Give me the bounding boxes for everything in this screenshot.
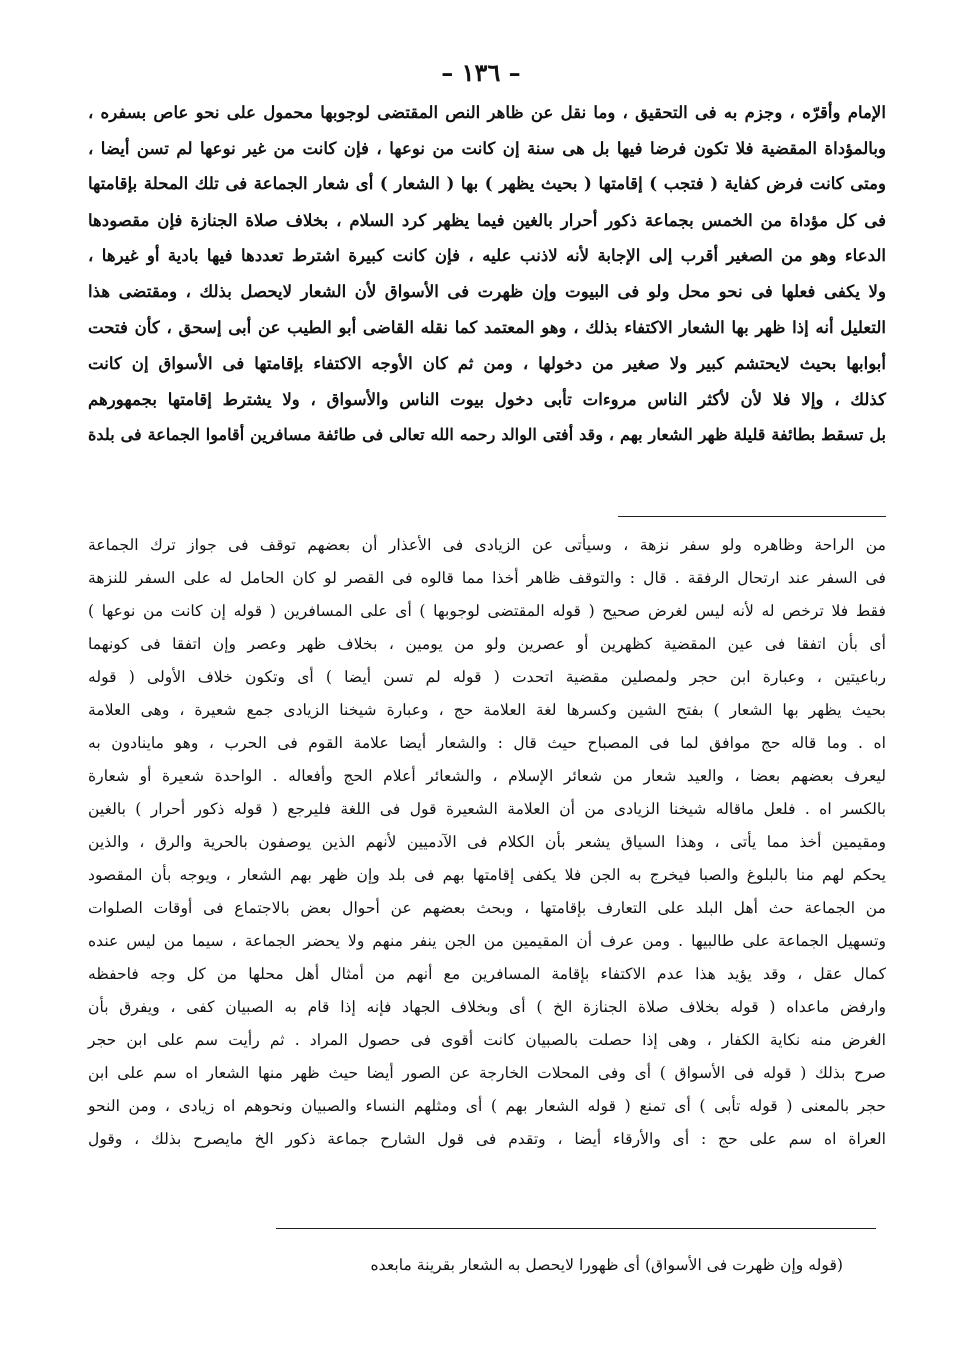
- commentary-line: من الراحة وظاهره ولو سفر نزهة ، وسيأتى عن الزيادى فى الأعذار أن بعضهم توقف فى جواز ترك الجماعة: [88, 536, 886, 554]
- commentary-line: ومقيمين أخذ مما يأتى ، وهذا السياق يشعر بأن الكلام فى الآدميين لأنهم الذين يوصفون بالحرية والرق ، والذين: [88, 833, 886, 851]
- commentary-line: الغرض منه نكاية الكفار ، وهى إذا حصلت بالصبيان كانت أقوى فى حصول المراد . ثم رأيت سم على ابن حجر: [88, 1031, 886, 1049]
- commentary-line: بحيث يظهر بها الشعار ) بفتح الشين وكسرها لغة العلامة حج ، وعبارة شيخنا الزيادى جمع شعيرة ، وهى العلامة: [88, 701, 886, 719]
- main-line: الإمام وأقرّه ، وجزم به فى التحقيق ، وما نقل عن ظاهر النص المقتضى لوجوبها محمول على نحو عاص بسفره ،: [88, 102, 886, 122]
- commentary-line: وارفض ماعداه ( قوله بخلاف صلاة الجنازة الخ ) أى وبخلاف الجهاد فإنه إذا قام به الصبيان كفى ، ويفرق بأن: [88, 998, 886, 1016]
- commentary-line: صرح بذلك ( قوله فى الأسواق ) أى وفى المحلات الخارجة عن الصور أيضا حيث ظهر منها الشعار اه سم على ابن: [88, 1064, 886, 1082]
- commentary-line: وتسهيل الجماعة على طالبيها . ومن عرف أن المقيمين من الجن ينفر منهم ولا يحضر الجماعة ، سيما من ليس عنده: [88, 932, 886, 950]
- commentary-line: حجر بالمعنى ( قوله تأبى ) أى تمنع ( قوله الشعار بهم ) أى ومثلهم النساء والصبيان ونحوهم اه زيادى ، ومن النحو: [88, 1097, 886, 1115]
- commentary-line: يحكم لهم منا بالبلوغ والصبا فيخرج به الجن فلا يكفى إقامتها بهم فى بلد وإن ظهر بهم الشعار ، ويوجه بأن المقصود: [88, 866, 886, 884]
- main-line: كذلك ، وإلا فلا لأن لأكثر الناس مروءات تأبى دخول بيوت الناس والأسواق ، ولا يشترط إقامتها بجمهورهم: [88, 389, 886, 409]
- main-line: ومتى كانت فرض كفاية ( فتجب ) إقامتها ( بحيث يظهر ) بها ( الشعار ) أى شعار الجماعة فى تلك المحلة بإقامتها: [88, 173, 886, 193]
- main-line: وبالمؤداة المقضية فلا تكون فرضا فيها بل هى سنة إن كانت من نوعها ، فإن كانت من غير نوعها لم تسن أيضا ،: [88, 138, 886, 158]
- main-line: أبوابها بحيث لايحتشم كبير ولا صغير من دخولها ، ومن ثم كان الأوجه الاكتفاء بإقامتها فى الأسواق إن كانت: [88, 353, 886, 373]
- commentary-line: فقط فلا ترخص له لأنه ليس لغرض صحيح ( قوله المقتضى لوجوبها ) أى على المسافرين ( قوله إن كانت من نوعها ): [88, 602, 886, 620]
- main-line: التعليل أنه إذا ظهر بها الشعار الاكتفاء بذلك ، وهو المعتمد كما نقله القاضى أبو الطيب عن أبى إسحق ، كأن فتحت: [88, 317, 886, 337]
- commentary-line: كمال عقل ، وقد يؤيد هذا عدم الاكتفاء بإقامة المسافرين مع أنهم من أمثال أهل محلها من كل وجه فاحفظه: [88, 965, 886, 983]
- footnote: (قوله وإن ظهرت فى الأسواق) أى ظهورا لايحصل به الشعار بقرينة مابعده: [370, 1256, 843, 1274]
- commentary-line: ليعرف بعضهم بعضا ، والعيد شعار من شعائر الإسلام ، والشعائر أعلام الحج وأفعاله . الواحدة شعيرة أو شعارة: [88, 767, 886, 785]
- commentary-line: العراة اه سم على حج : أى والأرقاء أيضا ، وتقدم فى قول الشارح جماعة ذكور الخ مايصرح بذلك ، وقول: [88, 1130, 886, 1148]
- page-number: – ١٣٦ –: [441, 58, 521, 87]
- section-divider: [618, 516, 886, 517]
- commentary-line: اه . وما قاله حج موافق لما فى المصباح حيث قال : والشعار أيضا علامة القوم فى الحرب ، وهو ماينادون به: [88, 734, 886, 752]
- footnote-divider: [276, 1228, 876, 1229]
- main-line: ولا يكفى فعلها فى نحو محل ولو فى البيوت وإن ظهرت فى الأسواق لأن الشعار لايحصل بذلك ، ومقتضى هذا: [88, 281, 886, 301]
- commentary-line: من الجماعة حث أهل البلد على التعارف بإقامتها ، وبحث بعضهم عن أحوال بعض بالاجتماع فى أوقات الصلوات: [88, 899, 886, 917]
- commentary-line: رباعيتين ، وعبارة ابن حجر ولمصلين مقضية اتحدت ( قوله لم تسن أيضا ) أى وتكون خلاف الأولى ( قوله: [88, 668, 886, 686]
- main-line: فى كل مؤداة من الخمس بجماعة ذكور أحرار بالغين فيما يظهر كرد السلام ، بخلاف صلاة الجنازة فإن مقصودها: [88, 210, 886, 230]
- commentary-line: بالكسر اه . فلعل ماقاله شيخنا الزيادى من أن العلامة الشعيرة قول فى اللغة فليرجع ( قوله ذكور أحرار ) بالغين: [88, 800, 886, 818]
- commentary-line: فى السفر عند ارتحال الرفقة . قال : والتوقف ظاهر أخذا مما قالوه فى القصر لو كان الحامل له على السفر للنزهة: [88, 569, 886, 587]
- main-line: بل تسقط بطائفة قليلة ظهر الشعار بهم ، وقد أفتى الوالد رحمه الله تعالى فى طائفة مسافرين أقاموا الجماعة فى بلدة: [88, 425, 886, 444]
- main-line: الدعاء وهو من الصغير أقرب إلى الإجابة لأنه لاذنب عليه ، فإن كانت كبيرة اشترط تعددها فيها بادية أو غيرها ،: [88, 245, 886, 265]
- commentary-line: أى بأن اتفقا فى عين المقضية كظهرين أو عصرين ولو من يومين ، بخلاف ظهر وعصر وإن اتفقا فى كونهما: [88, 635, 886, 653]
